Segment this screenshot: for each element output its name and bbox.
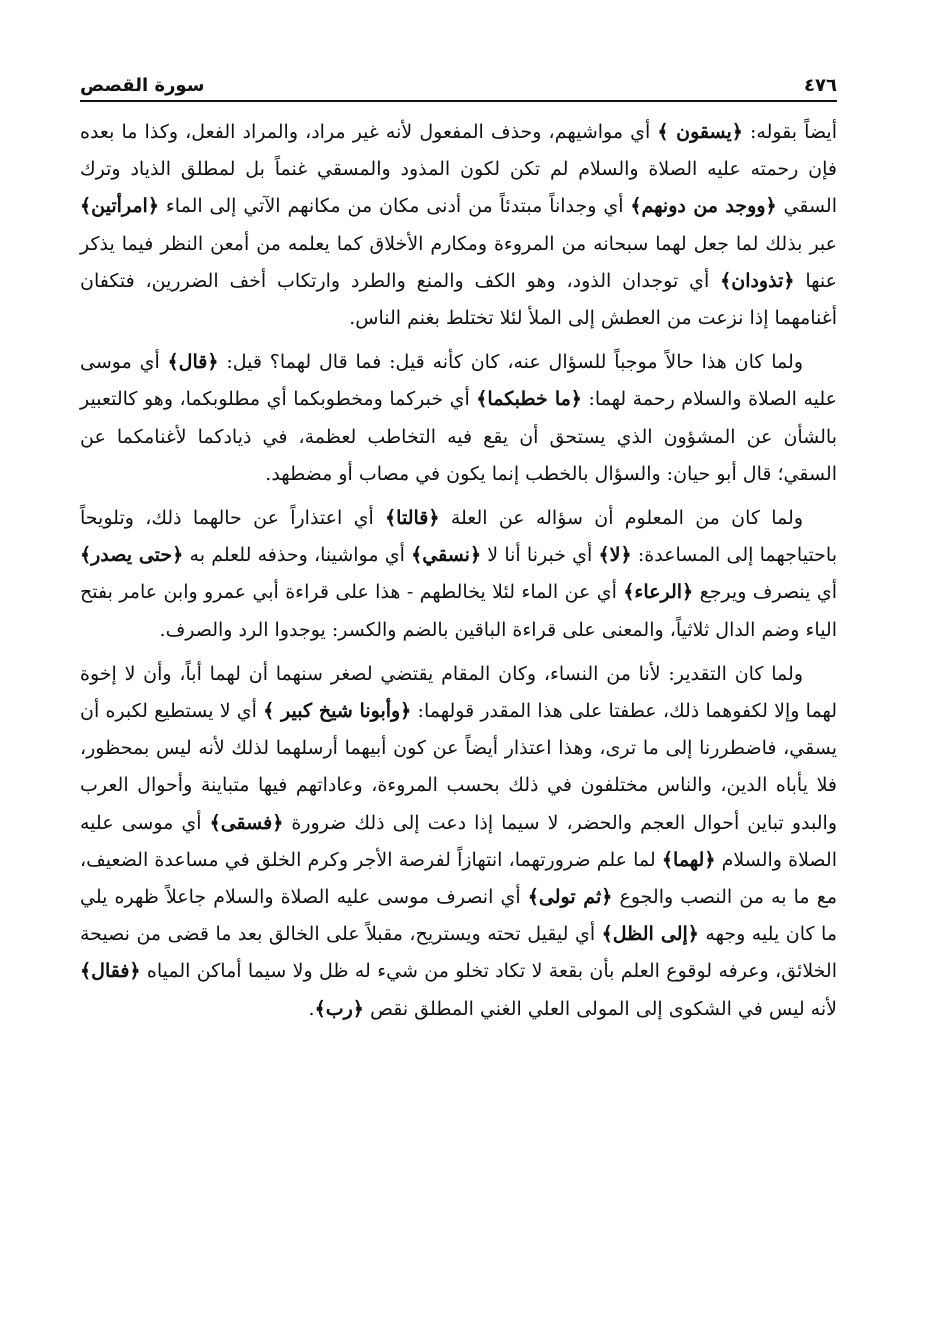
text-run: أي توجدان الذود، وهو الكف والمنع والطرد وارتكاب أخف الضررين، فتكفان أغنامهما إذا نزعت من العطش إلى الملأ لئلا تختلط بغنم الناس.	[80, 269, 837, 330]
text-run: أي لا يستطيع لكبره أن يسقي، فاضطررنا إلى ما ترى، وهذا اعتذار أيضاً عن كون أبيهما أرسلهما لذلك لأنه ليس بمحظور، فلا يأباه الدين، والناس مختلفون في ذلك بحسب المروءة، وعاداتهم فيها متباينة وأحوال العرب والبدو تباين أحوال العجم والحضر، لا سيما إذا دعت إلى ذلك ضرورة	[80, 700, 837, 834]
quran-quote: ﴿ثم تولى﴾	[527, 886, 613, 909]
quran-quote: ﴿قالتا﴾	[385, 507, 440, 530]
quran-quote: ﴿ووجد من دونهم﴾	[630, 195, 777, 218]
commentary-body	[80, 114, 837, 1028]
quran-quote: ﴿حتى يصدر﴾	[80, 544, 184, 567]
text-run: أيضاً بقوله:	[742, 121, 837, 143]
paragraph	[80, 114, 837, 337]
quran-quote: ﴿امرأتين﴾	[80, 195, 159, 218]
quran-quote: ﴿نسقي﴾	[411, 544, 482, 567]
text-run: أي موسى عليه الصلاة والسلام رحمة لهما:	[80, 351, 837, 411]
text-run: .	[308, 997, 315, 1020]
quran-quote: ﴿قال﴾	[167, 351, 219, 374]
quran-quote: ﴿وأبونا شيخ كبير ﴾	[263, 700, 412, 723]
text-run: عبر بذلك لما جعل لهما سبحانه من المروءة ومكارم الأخلاق كما يعلمه من أمعن النظر فيما يذكر عنها	[80, 232, 837, 292]
text-run: أي ينصرف ويرجع	[693, 581, 837, 604]
quran-quote: ﴿لا﴾	[598, 544, 632, 567]
text-run: أي ليقيل تحته ويستريح، مقبلاً على الخالق بعد ما قضى من نصيحة الخلائق، وعرفه لوقوع العلم بأن بقعة لا تكاد تخلو من شيء له ظل ولا سيما أماكن المياه	[80, 923, 837, 983]
text-run: لأنه ليس في الشكوى إلى المولى العلي الغني المطلق نقص	[363, 997, 837, 1020]
quran-quote: ﴿رب﴾	[314, 997, 364, 1020]
text-run: أي اعتذاراً عن حالهما ذلك، وتلويحاً باحتياجهما إلى المساعدة:	[80, 507, 837, 567]
quran-quote: ﴿إلى الظل﴾	[601, 923, 699, 946]
text-run: ولما كان التقدير: لأنا من النساء، وكان المقام يقتضي لصغر سنهما أن لهما أباً، وأن لا إخوة لهما وإلا لكفوهما ذلك، عطفتا على هذا المقدر قولهما:	[80, 662, 837, 723]
text-run: ولما كان من المعلوم أن سؤاله عن العلة	[439, 507, 803, 530]
quran-quote: ﴿الرعاء﴾	[623, 581, 694, 604]
text-run: أي مواشيهم، وحذف المفعول لأنه غير مراد، والمراد الفعل، وكذا ما بعده فإن رحمته عليه الصلاة والسلام لم تكن لكون المذود والمسقي غنماً بل لمطلق الذياد وترك السقي	[80, 121, 837, 218]
text-run: أي خبركما ومخطوبكما أي مطلوبكما، وهو كالتعبير بالشأن عن المشؤون الذي يستحق أن يقع فيه التخاطب لعظمة، في ذيادكما لأغنامكما عن السقي؛ قال أبو حيان: والسؤال بالخطب إنما يكون في مصاب أو مضطهد.	[80, 388, 837, 485]
quran-quote: ﴿ما خطبكما﴾	[476, 388, 582, 411]
quran-quote: ﴿يسقون ﴾	[657, 121, 743, 143]
text-run: لما علم ضرورتهما، انتهازاً لفرصة الأجر وكرم الخلق في مساعدة الضعيف، مع ما به من النصب والجوع	[80, 848, 838, 909]
quran-quote: ﴿فقال﴾	[80, 960, 141, 983]
text-run: ولما كان هذا حالاً موجباً للسؤال عنه، كان كأنه قيل: فما قال لهما؟ قيل:	[218, 351, 803, 374]
text-run: أي خبرنا أنا لا	[481, 544, 599, 567]
surah-title: سورة القصص	[80, 75, 205, 96]
paragraph	[80, 500, 837, 649]
header-rule	[80, 100, 837, 102]
page-header	[80, 60, 837, 96]
text-run: أي موسى عليه الصلاة والسلام	[80, 811, 837, 871]
paragraph	[80, 656, 837, 1028]
text-run: أي وجداناً مبتدئاً من أدنى مكان من مكانهم الآتي إلى الماء	[158, 195, 631, 218]
quran-quote: ﴿تذودان﴾	[720, 269, 795, 292]
text-run: أي عن الماء لئلا يخالطهم - هذا على قراءة أبي عمرو وابن عامر بفتح الياء وضم الدال ثلاثياً، والمعنى على قراءة الباقين بالضم والكسر: يوجدوا الرد والصرف.	[80, 581, 837, 641]
text-run: أي انصرف موسى عليه الصلاة والسلام جاعلاً ظهره يلي ما كان يليه وجهه	[80, 886, 838, 946]
text-run: أي مواشينا، وحذفه للعلم به	[183, 544, 412, 567]
quran-quote: ﴿فسقى﴾	[209, 811, 284, 834]
paragraph	[80, 344, 837, 493]
quran-quote: ﴿لهما﴾	[661, 848, 716, 871]
page-number: ٤٧٦	[804, 75, 837, 96]
